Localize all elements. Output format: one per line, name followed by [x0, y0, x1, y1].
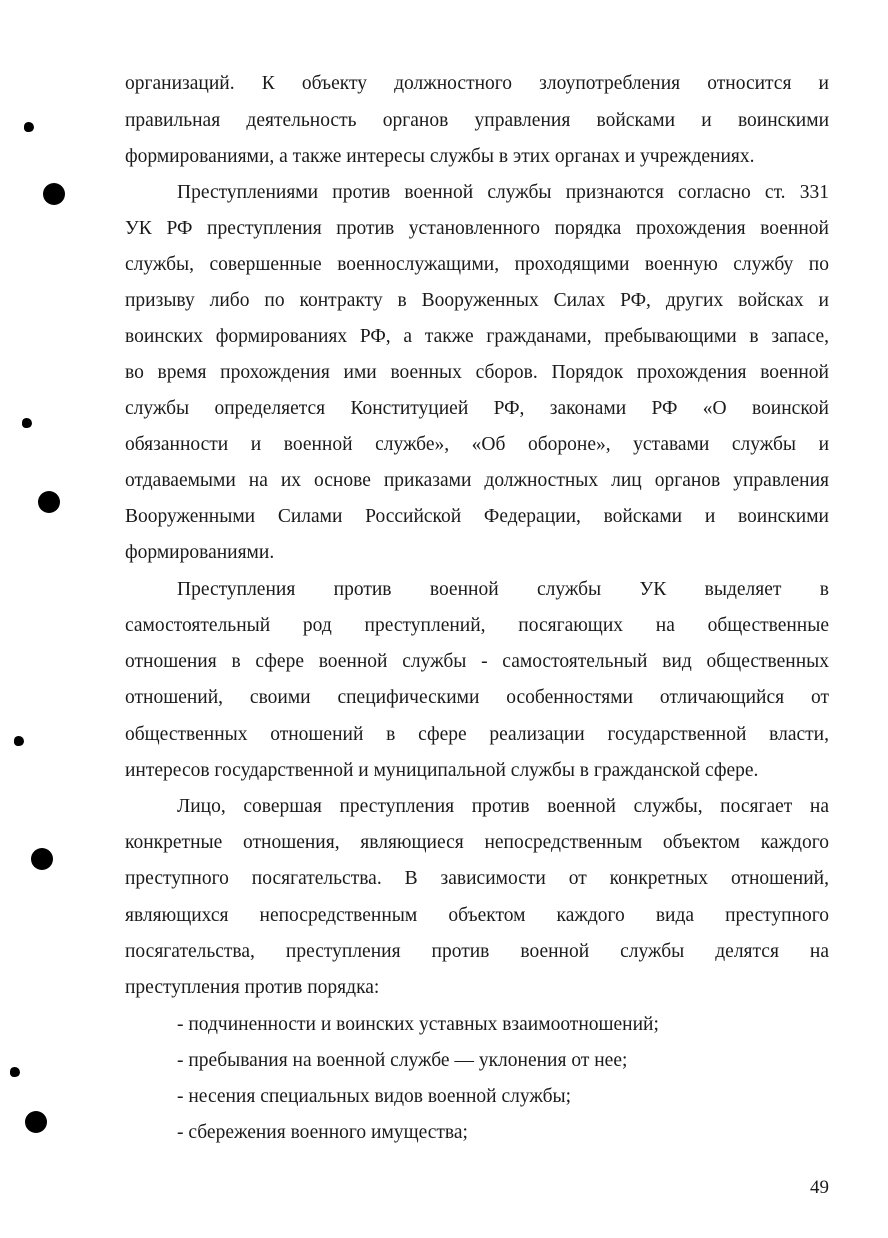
- punch-hole: [31, 848, 53, 870]
- text-line: посягательства, преступления против военной службы делятся на: [125, 941, 829, 962]
- text-line: воинских формированиях РФ, а также гражданами, пребывающими в запасе,: [125, 326, 829, 347]
- list-item: - сбережения военного имущества;: [177, 1122, 468, 1143]
- punch-hole: [22, 418, 32, 428]
- punch-hole: [24, 122, 34, 132]
- punch-hole: [43, 183, 65, 205]
- text-line: службы, совершенные военнослужащими, проходящими военную службу по: [125, 254, 829, 275]
- text-line: конкретные отношения, являющиеся непосредственным объектом каждого: [125, 832, 829, 853]
- text-line: являющихся непосредственным объектом каждого вида преступного: [125, 905, 829, 926]
- list-item: - несения специальных видов военной службы;: [177, 1086, 572, 1107]
- text-line: Преступления против военной службы УК выделяет в: [177, 579, 829, 600]
- text-line: отношения в сфере военной службы - самостоятельный вид общественных: [125, 651, 829, 672]
- text-line: Лицо, совершая преступления против военной службы, посягает на: [177, 796, 829, 817]
- text-line: общественных отношений в сфере реализации государственной власти,: [125, 724, 829, 745]
- punch-hole: [10, 1067, 20, 1077]
- text-line: Преступлениями против военной службы признаются согласно ст. 331: [177, 182, 829, 203]
- text-line: правильная деятельность органов управления войсками и воинскими: [125, 110, 829, 131]
- page-number: 49: [810, 1177, 829, 1198]
- punch-hole: [38, 491, 60, 513]
- text-line: самостоятельный род преступлений, посягающих на общественные: [125, 615, 829, 636]
- text-line: преступления против порядка:: [125, 977, 380, 998]
- list-item: - подчиненности и воинских уставных взаимоотношений;: [177, 1014, 659, 1035]
- text-line: преступного посягательства. В зависимости от конкретных отношений,: [125, 868, 829, 889]
- text-line: УК РФ преступления против установленного порядка прохождения военной: [125, 218, 829, 239]
- text-line: отдаваемыми на их основе приказами должностных лиц органов управления: [125, 470, 829, 491]
- text-line: формированиями, а также интересы службы в этих органах и учреждениях.: [125, 146, 755, 167]
- text-line: формированиями.: [125, 542, 275, 563]
- text-line: интересов государственной и муниципальной службы в гражданской сфере.: [125, 760, 759, 781]
- text-line: организаций. К объекту должностного злоупотребления относится и: [125, 73, 829, 94]
- punch-hole: [25, 1111, 47, 1133]
- text-line: обязанности и военной службе», «Об обороне», уставами службы и: [125, 434, 829, 455]
- list-item: - пребывания на военной службе — уклонения от нее;: [177, 1050, 628, 1071]
- text-line: отношений, своими специфическими особенностями отличающийся от: [125, 687, 829, 708]
- text-line: Вооруженными Силами Российской Федерации, войсками и воинскими: [125, 506, 829, 527]
- text-line: службы определяется Конституцией РФ, законами РФ «О воинской: [125, 398, 829, 419]
- text-line: призыву либо по контракту в Вооруженных Силах РФ, других войсках и: [125, 290, 829, 311]
- text-line: во время прохождения ими военных сборов. Порядок прохождения военной: [125, 362, 829, 383]
- punch-hole: [14, 736, 24, 746]
